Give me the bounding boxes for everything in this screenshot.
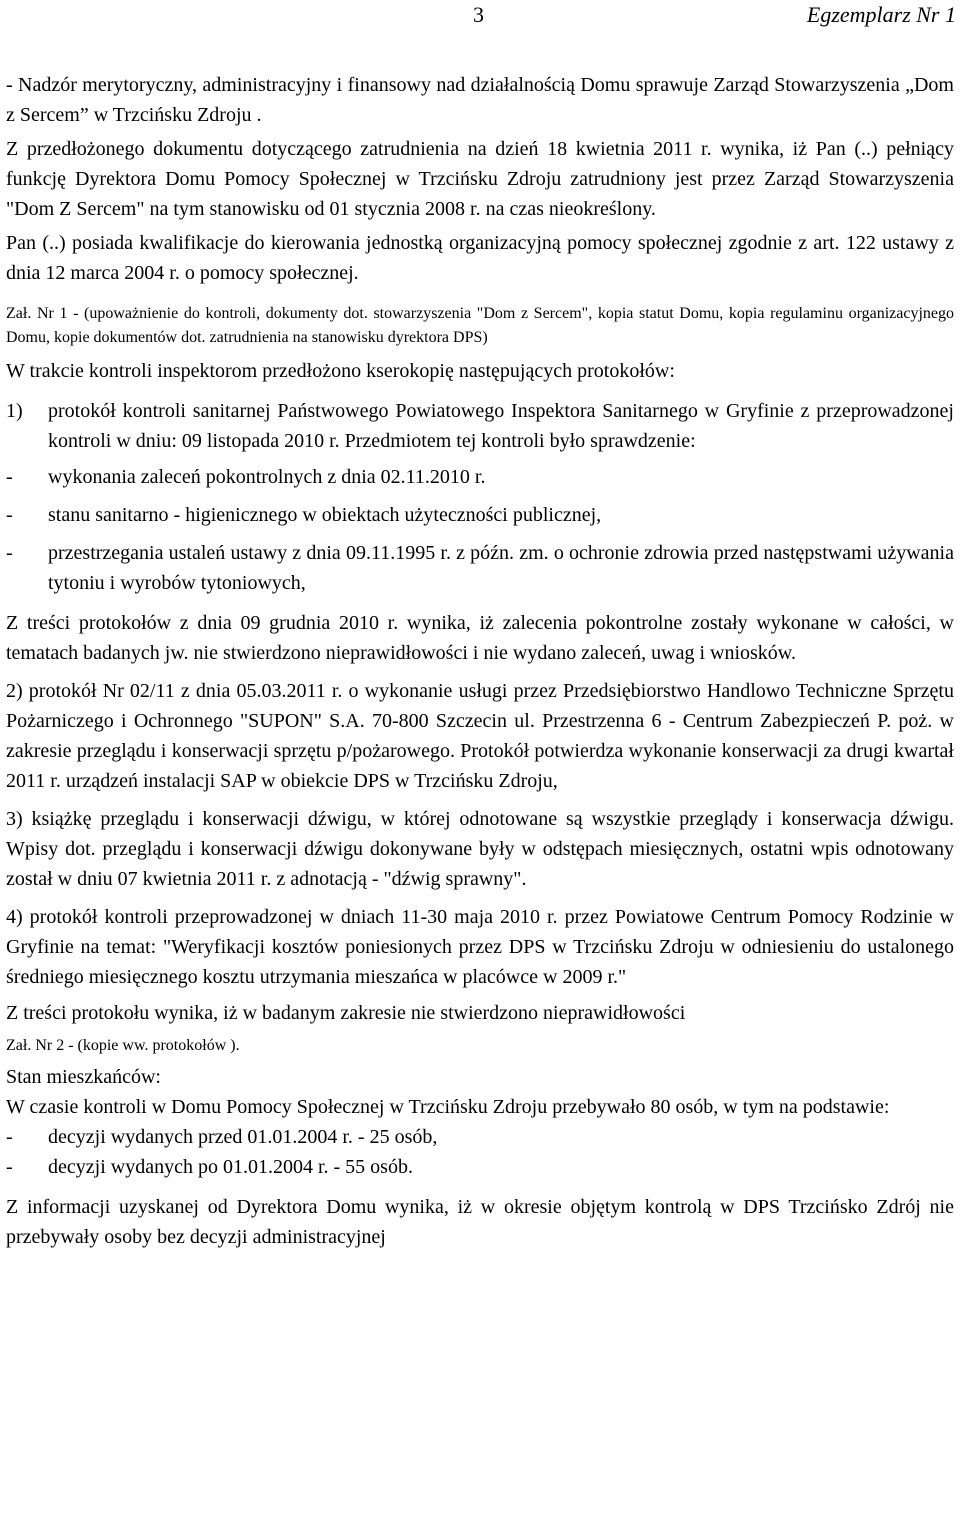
attachment-note-2: Zał. Nr 2 - (kopie ww. protokołów ). <box>6 1037 240 1054</box>
dash-item <box>6 1152 954 1182</box>
paragraph-protocol-conclusion: Z treści protokołu wynika, iż w badanym zakresie nie stwierdzono nieprawidłowości <box>6 1002 686 1024</box>
attachment-note-1: Zał. Nr 1 - (upoważnienie do kontroli, dokumenty dot. stowarzyszenia "Dom z Sercem", kopia statut Domu, kopia regulaminu organizacyjnego Domu, kopie dokumentów dot. zatrudnienia na stanowisku dyrektora DPS) <box>6 305 954 346</box>
dash-mark: - <box>6 466 13 488</box>
paragraph-protocol-2: 2) protokół Nr 02/11 z dnia 05.03.2011 r. o wykonanie usługi przez Przedsiębiorstwo Handlowo Techniczne Sprzętu Pożarniczego i Ochronnego "SUPON" S.A. 70-800 Szczecin ul. Przestrzenna 6 - Centrum Zabezpieczeń P. poż. w zakresie przeglądu i konserwacji sprzętu p/pożarowego. Protokół potwierdza wykonanie konserwacji za drugi kwartał 2011 r. urządzeń instalacji SAP w obiekcie DPS w Trzcińsku Zdroju, <box>6 680 954 792</box>
dash-item <box>6 1122 954 1152</box>
paragraph-protocol-4: 4) protokół kontroli przeprowadzonej w dniach 11-30 maja 2010 r. przez Powiatowe Centrum Pomocy Rodzinie w Gryfinie na temat: "Weryfikacji kosztów poniesionych przez DPS w Trzcińsku Zdroju w odniesieniu do ustalonego średniego miesięcznego kosztu utrzymania mieszańca w placówce w 2009 r." <box>6 906 954 988</box>
paragraph-employment: Z przedłożonego dokumentu dotyczącego zatrudnienia na dzień 18 kwietnia 2011 r. wynika, iż Pan (..) pełniący funkcję Dyrektora Domu Pomocy Społecznej w Trzcińsku Zdroju zatrudniony jest przez Zarząd Stowarzyszenia "Dom Z Sercem" na tym stanowisku od 01 stycznia 2008 r. na czas nieokreślony. <box>6 138 954 220</box>
dash-text: decyzji wydanych przed 01.01.2004 r. - 25 osób, <box>48 1126 438 1148</box>
dash-text: stanu sanitarno - higienicznego w obiektach użyteczności publicznej, <box>48 504 602 526</box>
section-heading-residents: Stan mieszkańców: <box>6 1066 161 1088</box>
paragraph-protocol-3: 3) książkę przeglądu i konserwacji dźwigu, w której odnotowane są wszystkie przeglądy i konserwacja dźwigu. Wpisy dot. przeglądu i konserwacji dźwigu dokonywane były w odstępach miesięcznych, ostatni wpis odnotowany został w dniu 07 kwietnia 2011 r. z adnotacją - "dźwig sprawny". <box>6 808 954 890</box>
dash-item <box>6 462 954 492</box>
dash-text: przestrzegania ustaleń ustawy z dnia 09.11.1995 r. z późn. zm. o ochronie zdrowia przed następstwami używania tytoniu i wyrobów tytoniowych, <box>48 542 954 594</box>
paragraph-residents: W czasie kontroli w Domu Pomocy Społecznej w Trzcińsku Zdroju przebywało 80 osób, w tym na podstawie: <box>6 1096 890 1118</box>
dash-mark: - <box>6 1156 13 1178</box>
dash-mark: - <box>6 504 13 526</box>
page-number: 3 <box>473 2 484 27</box>
item-number: 1) <box>6 400 23 422</box>
item-text: protokół kontroli sanitarnej Państwowego Powiatowego Inspektora Sanitarnego w Gryfinie z przeprowadzonej kontroli w dniu: 09 listopada 2010 r. Przedmiotem tej kontroli było sprawdzenie: <box>48 400 954 452</box>
dash-item <box>6 538 954 598</box>
dash-text: wykonania zaleceń pokontrolnych z dnia 02.11.2010 r. <box>48 466 486 488</box>
dash-text: decyzji wydanych po 01.01.2004 r. - 55 osób. <box>48 1156 413 1178</box>
copy-label: Egzemplarz Nr 1 <box>806 2 956 27</box>
paragraph-protocol-results: Z treści protokołów z dnia 09 grudnia 2010 r. wynika, iż zalecenia pokontrolne zostały wykonane w całości, w tematach badanych jw. nie stwierdzono nieprawidłowości i nie wydano zaleceń, uwag i wniosków. <box>6 612 954 664</box>
document-body <box>6 70 954 1252</box>
dash-mark: - <box>6 1126 13 1148</box>
paragraph-director-info: Z informacji uzyskanej od Dyrektora Domu wynika, iż w okresie objętym kontrolą w DPS Trzcińsko Zdrój nie przebywały osoby bez decyzji administracyjnej <box>6 1196 954 1248</box>
dash-item <box>6 500 954 530</box>
paragraph-qualifications: Pan (..) posiada kwalifikacje do kierowania jednostką organizacyjną pomocy społecznej zgodnie z art. 122 ustawy z dnia 12 marca 2004 r. o pomocy społecznej. <box>6 232 954 284</box>
paragraph-supervision: - Nadzór merytoryczny, administracyjny i finansowy nad działalnością Domu sprawuje Zarząd Stowarzyszenia „Dom z Sercem” w Trzcińsku Zdroju . <box>6 74 954 126</box>
paragraph-protocols-intro: W trakcie kontroli inspektorom przedłożono kserokopię następujących protokołów: <box>6 360 675 382</box>
protocol-item-1 <box>6 396 954 456</box>
dash-mark: - <box>6 542 13 564</box>
